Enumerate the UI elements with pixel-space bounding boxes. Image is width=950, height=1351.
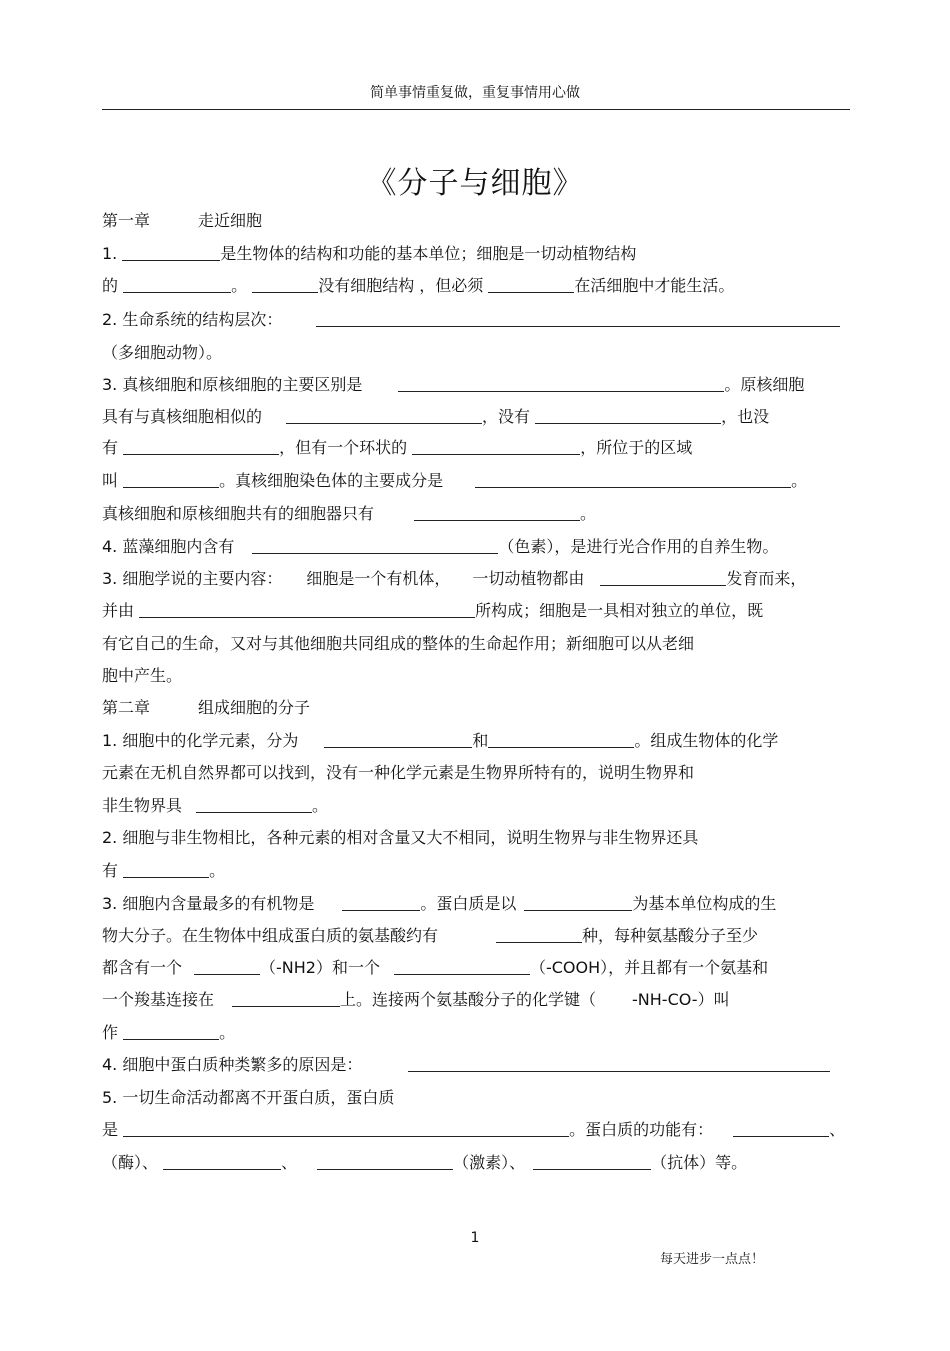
ch1-q2-line2: （多细胞动物）。 (102, 343, 223, 362)
blank (414, 504, 580, 521)
blank (196, 796, 312, 813)
blank (252, 537, 498, 554)
blank (600, 569, 726, 586)
blank (139, 601, 475, 618)
blank (733, 1120, 829, 1137)
blank (123, 438, 279, 455)
ch1-q5-line3: 有它自己的生命，又对与其他细胞共同组成的整体的生命起作用；新细胞可以从老细 (102, 634, 695, 653)
blank (123, 1120, 569, 1137)
blank (496, 926, 582, 943)
blank (408, 1055, 830, 1072)
blank (488, 731, 634, 748)
blank (232, 990, 340, 1007)
ch1-q1-line2: 的 。 没有细胞结构 ，但必须 在活细胞中才能生活。 (102, 276, 735, 295)
ch1-q3-line3: 有 ，但有一个环状的 ，所位于的区域 (102, 438, 693, 457)
blank (286, 407, 482, 424)
ch2-q5-line1: 5. 一切生命活动都离不开蛋白质，蛋白质 (102, 1088, 395, 1107)
ch2-q3-line3: 都含有一个 （-NH2）和一个 （-COOH），并且都有一个氨基和 (102, 958, 769, 977)
document-title: 《分子与细胞》 (366, 166, 584, 201)
ch2-q2-line1: 2. 细胞与非生物相比，各种元素的相对含量又大不相同，说明生物界与非生物界还具 (102, 828, 699, 847)
blank (317, 1153, 453, 1170)
blank (398, 375, 724, 392)
blank (163, 1153, 281, 1170)
ch1-q3-line1: 3. 真核细胞和原核细胞的主要区别是 。原核细胞 (102, 375, 805, 394)
ch2-q1-line3: 非生物界具 。 (102, 796, 329, 815)
footer-motto: 每天进步一点点！ (660, 1252, 765, 1267)
blank (252, 276, 318, 293)
ch1-q1-line1: 1. 是生物体的结构和功能的基本单位；细胞是一切动植物结构 (102, 244, 637, 263)
chapter-1-heading: 第一章 走近细胞 (102, 211, 263, 230)
ch2-q2-line2: 有 。 (102, 861, 226, 880)
ch1-q5-line4: 胞中产生。 (102, 666, 183, 685)
blank (524, 894, 632, 911)
ch1-q5-line2: 并由 所构成；细胞是一具相对独立的单位，既 (102, 601, 764, 620)
blank (123, 471, 219, 488)
blank (123, 276, 231, 293)
blank (123, 861, 209, 878)
ch2-q1-line2: 元素在无机自然界都可以找到，没有一种化学元素是生物界所特有的，说明生物界和 (102, 763, 695, 782)
blank (394, 958, 530, 975)
ch2-q3-line5: 作 。 (102, 1023, 236, 1042)
ch2-q3-line1: 3. 细胞内含量最多的有机物是 。蛋白质是以 为基本单位构成的生 (102, 894, 777, 913)
ch1-q3-line2: 具有与真核细胞相似的 ，没有 ，也没 (102, 407, 770, 426)
blank (535, 407, 721, 424)
blank (342, 894, 420, 911)
blank (475, 471, 791, 488)
ch1-q4-line1: 4. 蓝藻细胞内含有 （色素），是进行光合作用的自养生物。 (102, 537, 779, 556)
ch2-q3-line4: 一个羧基连接在 上。连接两个氨基酸分子的化学键（ -NH-CO-）叫 (102, 990, 730, 1009)
blank (533, 1153, 651, 1170)
page-number: 1 (470, 1230, 480, 1246)
blank (123, 1023, 219, 1040)
ch2-q5-line2: 是 。蛋白质的功能有： 、 (102, 1120, 846, 1139)
blank (122, 244, 220, 261)
ch1-q2-line1: 2. 生命系统的结构层次： (102, 309, 840, 331)
ch2-q3-line2: 物大分子。在生物体中组成蛋白质的氨基酸约有 种，每种氨基酸分子至少 (102, 926, 759, 945)
chapter-2-heading: 第二章 组成细胞的分子 (102, 698, 311, 717)
blank (412, 438, 580, 455)
header-rule (102, 109, 850, 110)
ch2-q5-line3: （酶）、 、 （激素）、 （抗体）等。 (102, 1153, 748, 1172)
ch2-q1-line1: 1. 细胞中的化学元素，分为 和 。组成生物体的化学 (102, 731, 779, 750)
ch1-q5-line1: 3. 细胞学说的主要内容： 细胞是一个有机体， 一切动植物都由 发育而来， (102, 569, 807, 588)
blank (316, 310, 840, 327)
page-header: 简单事情重复做，重复事情用心做 (370, 85, 580, 101)
blank (488, 276, 574, 293)
blank (194, 958, 260, 975)
ch1-q3-line5: 真核细胞和原核细胞共有的细胞器只有 。 (102, 504, 597, 523)
ch1-q3-line4: 叫 。真核细胞染色体的主要成分是 。 (102, 471, 808, 490)
ch2-q4-line1: 4. 细胞中蛋白质种类繁多的原因是： (102, 1054, 830, 1076)
blank (324, 731, 472, 748)
